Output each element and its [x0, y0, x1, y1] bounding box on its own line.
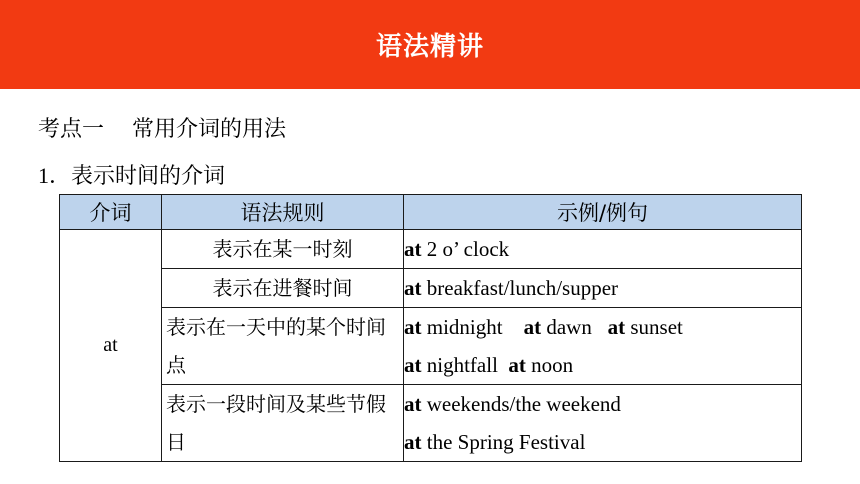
preposition-cell: at — [60, 230, 162, 462]
subsection-number: 1． — [38, 163, 72, 188]
table-row — [60, 308, 802, 385]
rule-cell: 表示在某一时刻 — [162, 230, 404, 269]
section-label: 考点一 — [38, 117, 105, 142]
example-cell — [404, 308, 802, 385]
header-cell-rule: 语法规则 — [162, 195, 404, 230]
example-line: at nightfall at noon — [404, 353, 574, 377]
example-cell — [404, 269, 802, 308]
table-row — [60, 385, 802, 462]
example-cell — [404, 385, 802, 462]
page-title: 语法精讲 — [375, 32, 484, 62]
rule-cell: 表示在进餐时间 — [162, 269, 404, 308]
subsection-heading — [38, 159, 225, 190]
rule-cell: 表示在一天中的某个时间点 — [162, 308, 404, 385]
example-line: at weekends/the weekend — [404, 392, 621, 416]
example-line: at breakfast/lunch/supper — [404, 276, 619, 300]
preposition-table — [59, 194, 802, 462]
subsection-title-text: 表示时间的介词 — [71, 164, 226, 189]
rule-cell: 表示一段时间及某些节假日 — [162, 385, 404, 462]
header-bar — [0, 0, 860, 89]
table-row — [60, 269, 802, 308]
table-header-row — [60, 195, 802, 230]
example-line: at midnight at dawn at sunset — [404, 315, 683, 339]
header-cell-preposition: 介词 — [60, 195, 162, 230]
section-title-text: 常用介词的用法 — [132, 117, 287, 142]
example-line: at the Spring Festival — [404, 430, 586, 454]
section-heading — [38, 112, 286, 143]
example-cell — [404, 230, 802, 269]
example-line: at 2 o’ clock — [404, 237, 510, 261]
table-row — [60, 230, 802, 269]
header-cell-examples: 示例/例句 — [404, 195, 802, 230]
